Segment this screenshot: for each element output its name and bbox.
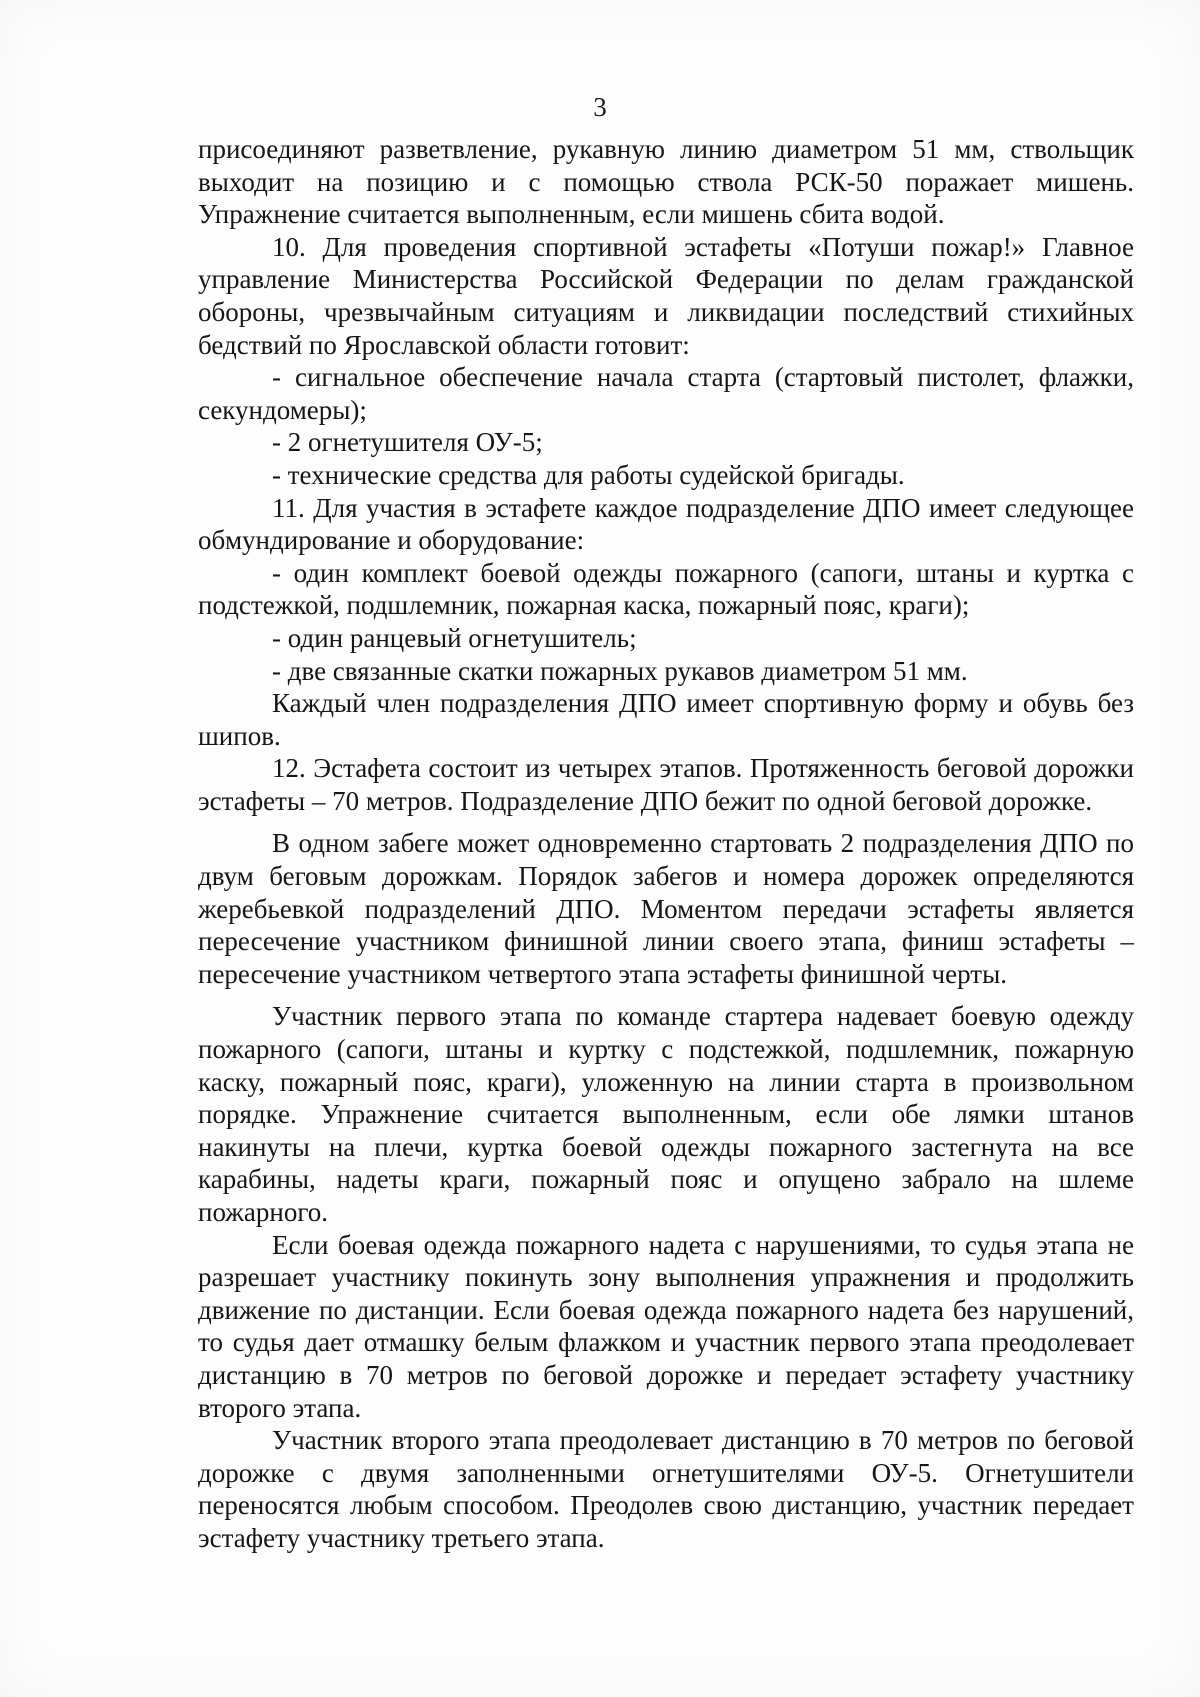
list-item-signal-equipment: - сигнальное обеспечение начала старта (стартовый пистолет, флажки, секундомеры);	[198, 362, 1134, 425]
list-item-backpack-extinguisher: - один ранцевый огнетушитель;	[272, 622, 637, 653]
paragraph-heats: В одном забеге может одновременно стартовать 2 подразделения ДПО по двум беговым дорожкам. Порядок забегов и номера дорожек определяются жеребьевкой подразделений ДПО. Моментом передачи эстафеты является пересечение участником финишной линии своего этапа, финиш эстафеты – пересечение участником четвертого этапа эстафеты финишной черты.	[198, 828, 1134, 989]
paragraph-second-stage: Участник второго этапа преодолевает дистанцию в 70 метров по беговой дорожке с двумя заполненными огнетушителями ОУ-5. Огнетушители переносятся любым способом. Преодолев свою дистанцию, участник передает эстафету участнику третьего этапа.	[198, 1425, 1134, 1553]
list-item-technical-means: - технические средства для работы судейской бригады.	[272, 459, 905, 490]
paragraph-first-stage: Участник первого этапа по команде стартера надевает боевую одежду пожарного (сапоги, штаны и куртку с подстежкой, подшлемник, пожарную каску, пожарный пояс, краги), уложенную на линии старта в произвольном порядке. Упражнение считается выполненным, если обе лямки штанов накинуты на плечи, куртка боевой одежды пожарного застегнута на все карабины, надеты краги, пожарный пояс и опущено забрало на шлеме пожарного.	[198, 1001, 1134, 1227]
paragraph-item-11: 11. Для участия в эстафете каждое подразделение ДПО имеет следующее обмундирование и оборудование:	[198, 492, 1134, 556]
list-item-extinguishers: - 2 огнетушителя ОУ-5;	[272, 427, 543, 458]
paragraph-gap	[198, 990, 1134, 1000]
list-item-protective-clothing: - один комплект боевой одежды пожарного (сапоги, штаны и куртка с подстежкой, подшлемник, пожарная каска, пожарный пояс, краги);	[198, 557, 1134, 621]
paragraph-violations: Если боевая одежда пожарного надета с нарушениями, то судья этапа не разрешает участнику покинуть зону выполнения упражнения и продолжить движение по дистанции. Если боевая одежда пожарного надета без нарушений, то судья дает отмашку белым флажком и участник первого этапа преодолевает дистанцию в 70 метров по беговой дорожке и передает эстафету участнику второго этапа.	[198, 1229, 1134, 1423]
list-item-hose-rolls: - две связанные скатки пожарных рукавов диаметром 51 мм.	[272, 655, 968, 686]
paragraph-continuation: присоединяют разветвление, рукавную линию диаметром 51 мм, ствольщик выходит на позицию и с помощью ствола РСК-50 поражает мишень. Упражнение считается выполненным, если мишень сбита водой.	[198, 134, 1134, 230]
page-number: 3	[593, 92, 607, 122]
paragraph-item-10: 10. Для проведения спортивной эстафеты «Потуши пожар!» Главное управление Министерства Российской Федерации по делам гражданской обороны, чрезвычайным ситуациям и ликвидации последствий стихийных бедствий по Ярославской области готовит:	[198, 231, 1134, 360]
paragraph-gap	[198, 817, 1134, 827]
document-body	[198, 133, 1134, 1555]
paragraph-item-12: 12. Эстафета состоит из четырех этапов. Протяженность беговой дорожки эстафеты – 70 метров. Подразделение ДПО бежит по одной беговой дорожке.	[198, 753, 1134, 816]
paragraph-sports-uniform: Каждый член подразделения ДПО имеет спортивную форму и обувь без шипов.	[198, 688, 1134, 751]
